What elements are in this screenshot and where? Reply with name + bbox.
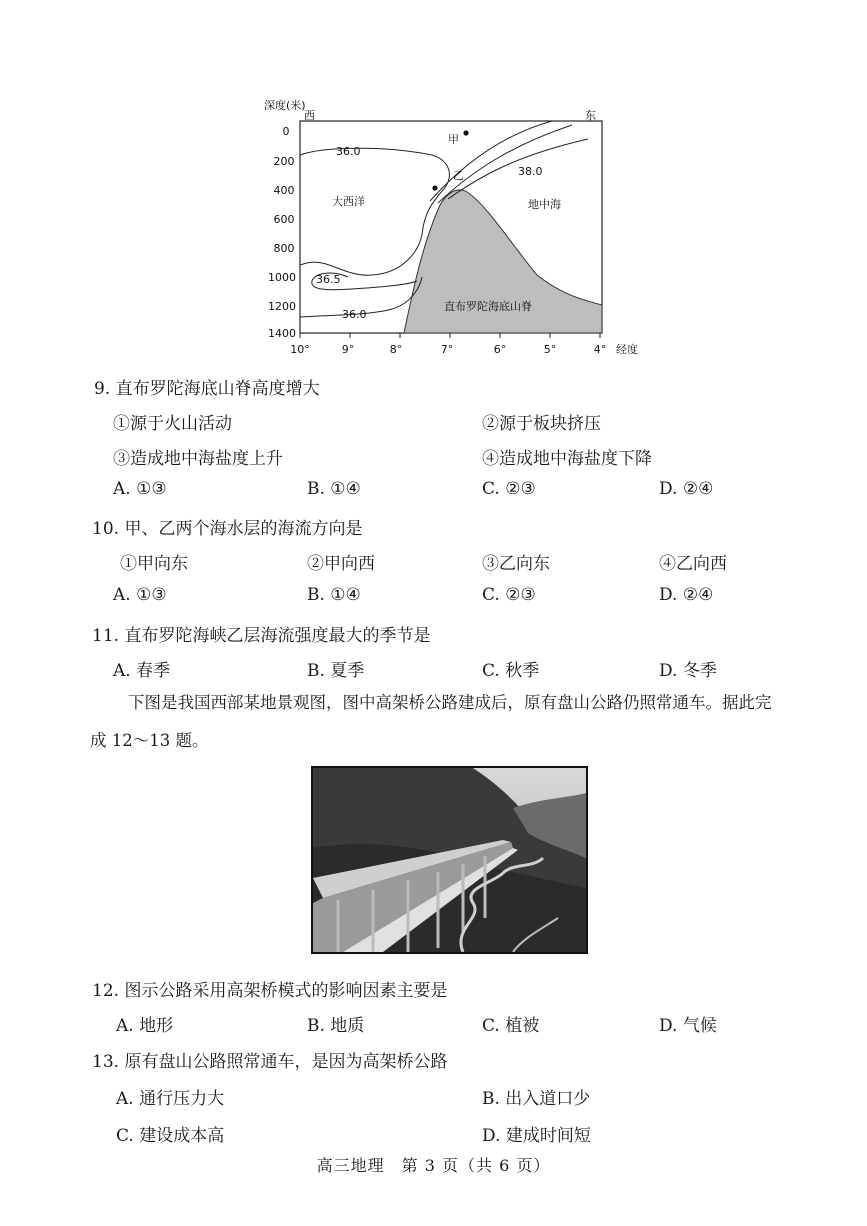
q10-choice-d: D. ②④: [659, 585, 714, 605]
depth-tick-400: 400: [273, 184, 295, 197]
y-axis-title: 深度(米): [264, 99, 306, 112]
label-mediterranean: 地中海: [528, 198, 561, 211]
q11-choice-c: C. 秋季: [482, 661, 540, 681]
q10-option-4: ④乙向西: [659, 554, 727, 574]
west-label: 西: [304, 109, 315, 122]
depth-tick-1200: 1200: [268, 300, 296, 313]
q13-choice-c: C. 建设成本高: [116, 1126, 225, 1146]
lon-tick-7: 7°: [440, 343, 454, 356]
q11-choice-b: B. 夏季: [307, 661, 365, 681]
q9-choice-a: A. ①③: [113, 479, 167, 499]
point-jia: [463, 130, 468, 135]
label-contour-380: 38.0: [518, 165, 543, 178]
q13-choice-b: B. 出入道口少: [482, 1089, 591, 1109]
depth-tick-200: 200: [273, 155, 295, 168]
q9-choice-b: B. ①④: [307, 479, 361, 499]
q9-option-1: ①源于火山活动: [113, 414, 232, 434]
depth-tick-600: 600: [273, 213, 295, 226]
lon-tick-6: 6°: [493, 343, 507, 356]
q9-option-3: ③造成地中海盐度上升: [113, 449, 283, 469]
q13-stem: 13. 原有盘山公路照常通车，是因为高架桥公路: [92, 1052, 448, 1072]
q10-option-3: ③乙向东: [482, 554, 550, 574]
east-label: 东: [585, 109, 596, 122]
q9-stem: 9. 直布罗陀海底山脊高度增大: [94, 379, 320, 399]
q10-choice-c: C. ②③: [482, 585, 536, 605]
lon-tick-5: 5°: [543, 343, 557, 356]
label-jia: 甲: [448, 133, 459, 146]
page-footer: 高三地理 第 3 页（共 6 页）: [316, 1156, 551, 1175]
point-yi: [432, 185, 437, 190]
q9-option-4: ④造成地中海盐度下降: [482, 449, 652, 469]
label-yi: 乙: [453, 169, 464, 182]
q11-stem: 11. 直布罗陀海峡乙层海流强度最大的季节是: [92, 626, 431, 646]
q10-choice-a: A. ①③: [113, 585, 167, 605]
label-atlantic: 大西洋: [332, 195, 365, 208]
q9-choice-c: C. ②③: [482, 479, 536, 499]
viaduct-illustration: [313, 768, 586, 952]
depth-tick-0: 0: [282, 125, 290, 138]
q12-stem: 12. 图示公路采用高架桥模式的影响因素主要是: [92, 981, 448, 1001]
label-contour-360-bottom: 36.0: [342, 308, 367, 321]
lon-tick-4: 4°: [593, 343, 607, 356]
q12-choice-a: A. 地形: [116, 1016, 174, 1036]
q11-choice-a: A. 春季: [113, 661, 171, 681]
intro-line-1: 下图是我国西部某地景观图，图中高架桥公路建成后，原有盘山公路仍照常通车。据此完: [128, 693, 772, 712]
x-axis-title: 经度: [616, 343, 638, 356]
q10-option-1: ①甲向东: [120, 554, 188, 574]
depth-tick-800: 800: [273, 242, 295, 255]
q13-choice-d: D. 建成时间短: [482, 1126, 591, 1146]
landscape-photo: [311, 766, 588, 954]
lon-tick-8: 8°: [389, 343, 403, 356]
q13-choice-a: A. 通行压力大: [116, 1089, 225, 1109]
depth-tick-1400: 1400: [268, 327, 296, 340]
q10-choice-b: B. ①④: [307, 585, 361, 605]
lon-tick-10: 10°: [290, 343, 310, 356]
label-ridge: 直布罗陀海底山脊: [444, 300, 532, 313]
intro-line-2: 成 12～13 题。: [90, 731, 209, 750]
q12-choice-b: B. 地质: [307, 1016, 365, 1036]
intro-paragraph: [90, 684, 820, 760]
label-contour-365: 36.5: [316, 273, 341, 286]
q12-choice-d: D. 气候: [659, 1016, 717, 1036]
salinity-profile-diagram: [262, 95, 642, 360]
q9-option-2: ②源于板块挤压: [482, 414, 601, 434]
q10-option-2: ②甲向西: [307, 554, 375, 574]
lon-tick-marks: [300, 333, 600, 338]
q10-stem: 10. 甲、乙两个海水层的海流方向是: [92, 519, 363, 539]
q12-choice-c: C. 植被: [482, 1016, 540, 1036]
depth-tick-1000: 1000: [268, 271, 296, 284]
q11-choice-d: D. 冬季: [659, 661, 717, 681]
label-contour-360-top: 36.0: [336, 145, 361, 158]
q9-choice-d: D. ②④: [659, 479, 714, 499]
lon-tick-9: 9°: [341, 343, 355, 356]
